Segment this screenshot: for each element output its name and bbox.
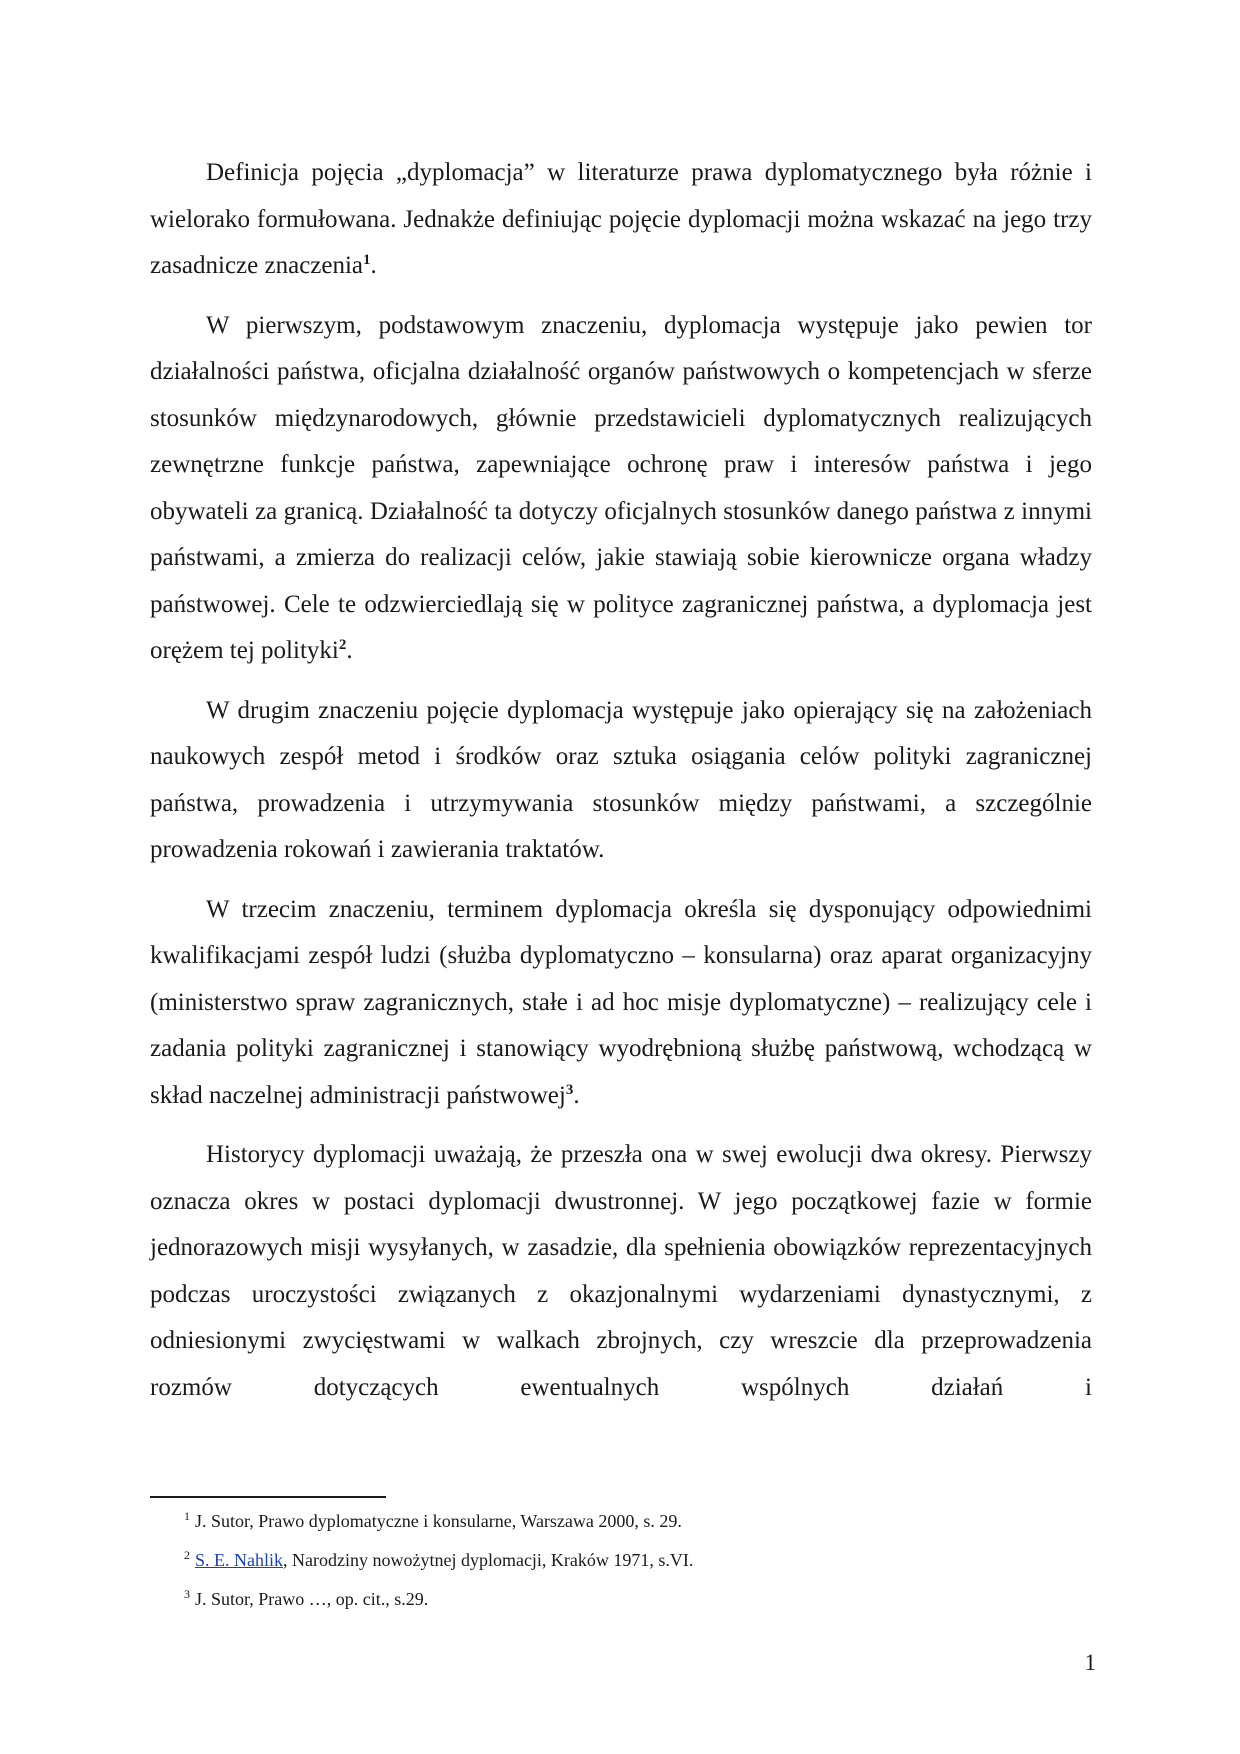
- paragraph-text: Historycy dyplomacji uważają, że przeszła ona w swej ewolucji dwa okresy. Pierwszy oznacza okres w postaci dyplomacji dwustronnej. W jego początkowej fazie w formie jednorazowych misji wysyłanych, w zasadzie, dla spełnienia obowiązków reprezentacyjnych podczas uroczystości związanych z okazjonalnymi wydarzeniami dynastycznymi, z odniesionymi zwycięstwami w walkach zbrojnych, czy wreszcie dla przeprowadzenia rozmów dotyczących ewentualnych wspólnych działań i: [150, 1141, 1092, 1401]
- paragraph-4: [150, 887, 1092, 1120]
- footnote-ref-1[interactable]: 1: [363, 252, 371, 268]
- paragraph-tail: .: [346, 637, 353, 664]
- footnote-number: 2: [184, 1548, 190, 1562]
- paragraph-text: W trzecim znaczeniu, terminem dyplomacja określa się dysponujący odpowiednimi kwalifikacjami zespół ludzi (służba dyplomatyczno – konsularna) oraz aparat organizacyjny (ministerstwo spraw zagranicznych, stałe i ad hoc misje dyplomatyczne) – realizujący cele i zadania polityki zagranicznej i stanowiący wyodrębnioną służbę państwową, wchodzącą w skład naczelnej administracji państwowej: [150, 895, 1092, 1109]
- paragraph-tail: .: [370, 252, 377, 279]
- footnote-separator: [150, 1496, 386, 1498]
- paragraph-text: W pierwszym, podstawowym znaczeniu, dyplomacja występuje jako pewien tor działalności państwa, oficjalna działalność organów państwowych o kompetencjach w sferze stosunków międzynarodowych, głównie przedstawicieli dyplomatycznych realizujących zewnętrzne funkcje państwa, zapewniające ochronę praw i interesów państwa i jego obywateli za granicą. Działalność ta dotyczy oficjalnych stosunków danego państwa z innymi państwami, a zmierza do realizacji celów, jakie stawiają sobie kierownicze organa władzy państwowej. Cele te odzwierciedlają się w polityce zagranicznej państwa, a dyplomacja jest orężem tej polityki: [150, 311, 1092, 664]
- footnote-3: [150, 1580, 1092, 1619]
- footnote-ref-3[interactable]: 3: [565, 1081, 574, 1098]
- footnote-text: J. Sutor, Prawo dyplomatyczne i konsularne, Warszawa 2000, s. 29.: [195, 1511, 682, 1531]
- footnote-1: [150, 1502, 1092, 1541]
- author-link[interactable]: S. E. Nahlik: [195, 1550, 283, 1570]
- paragraph-text: Definicja pojęcia „dyplomacja” w literaturze prawa dyplomatycznego była różnie i wielorako formułowana. Jednakże definiując pojęcie dyplomacji można wskazać na jego trzy zasadnicze znaczenia: [150, 159, 1092, 279]
- paragraph-text: W drugim znaczeniu pojęcie dyplomacja występuje jako opierający się na założeniach naukowych zespół metod i środków oraz sztuka osiągania celów polityki zagranicznej państwa, prowadzenia i utrzymywania stosunków między państwami, a szczególnie prowadzenia rokowań i zawierania traktatów.: [150, 696, 1092, 863]
- paragraph-1: [150, 150, 1092, 290]
- footnote-2: [150, 1541, 1092, 1580]
- footnote-number: 1: [184, 1509, 190, 1523]
- footnote-text: J. Sutor, Prawo …, op. cit., s.29.: [195, 1589, 429, 1609]
- footnote-ref-2[interactable]: 2: [338, 637, 347, 653]
- paragraph-5: [150, 1132, 1092, 1411]
- body-text: [150, 150, 1092, 1411]
- page-number: 1: [1084, 1650, 1096, 1675]
- paragraph-2: [150, 303, 1092, 675]
- footnotes: [150, 1502, 1092, 1619]
- footnote-text: , Narodziny nowożytnej dyplomacji, Kraków 1971, s.VI.: [283, 1550, 694, 1570]
- paragraph-3: [150, 688, 1092, 874]
- footnote-number: 3: [184, 1587, 190, 1601]
- paragraph-tail: .: [573, 1081, 580, 1109]
